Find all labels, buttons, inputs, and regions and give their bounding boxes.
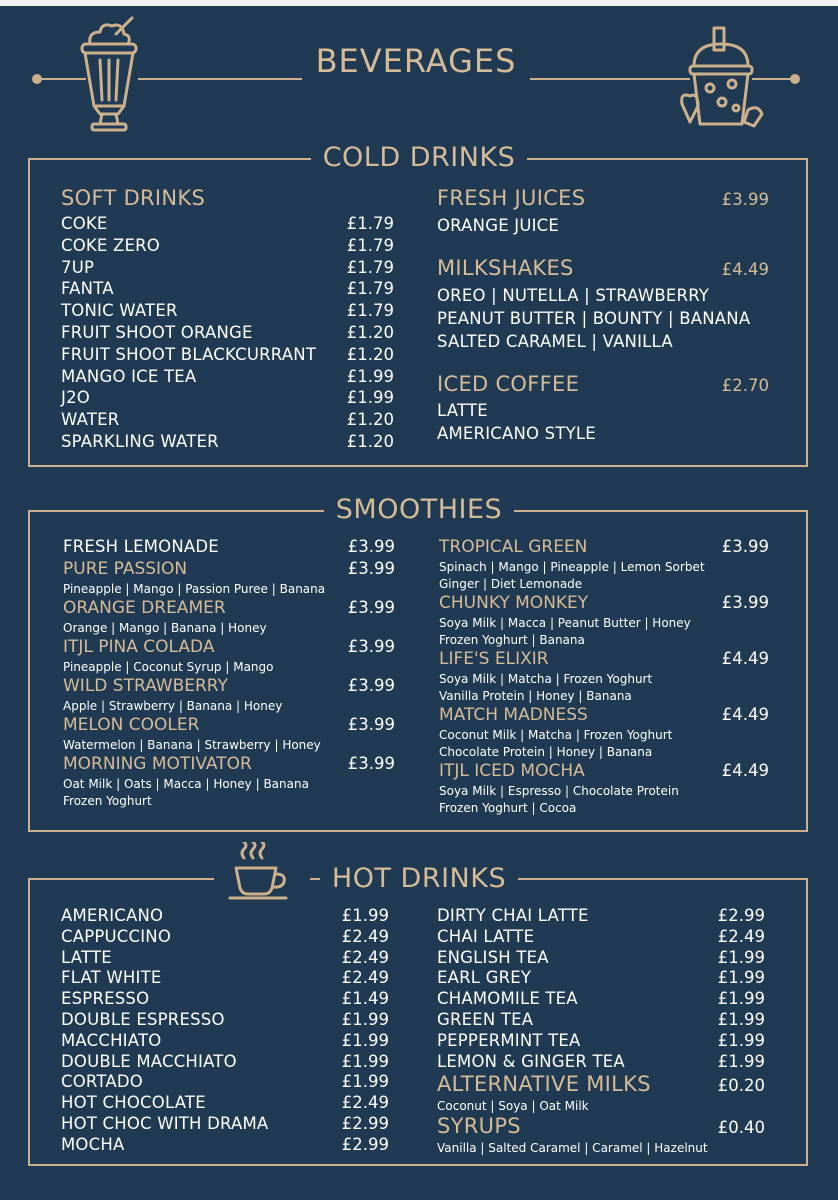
divider-line	[530, 78, 690, 80]
menu-item	[61, 968, 389, 987]
iced-coffee-label: ICED COFFEE	[437, 372, 580, 396]
menu-item-price: £1.20	[346, 410, 394, 430]
smoothie-ingredients: Soya Milk | Macca | Peanut Butter | Honey	[439, 616, 691, 630]
milkshakes-price: £4.49	[721, 260, 769, 279]
smoothie-ingredients: Soya Milk | Matcha | Frozen Yoghurt	[439, 672, 653, 686]
divider-line	[138, 78, 302, 80]
page-title: BEVERAGES	[315, 42, 517, 80]
menu-item-price: £1.99	[341, 1051, 389, 1071]
menu-item-price: £1.20	[346, 432, 394, 451]
menu-item-name: DIRTY CHAI LATTE	[437, 906, 589, 925]
menu-item	[61, 432, 394, 451]
milkshake-icon	[76, 14, 142, 132]
menu-item-name: AMERICANO	[61, 906, 164, 925]
list-item: AMERICANO STYLE	[437, 424, 596, 443]
menu-item-name: ORANGE DREAMER	[63, 598, 226, 618]
menu-item-name: FANTA	[61, 279, 114, 299]
menu-item-price: £3.99	[347, 637, 395, 656]
alternative-milks-label: ALTERNATIVE MILKS	[437, 1072, 651, 1096]
list-item: ORANGE JUICE	[437, 216, 560, 235]
menu-item-price: £3.99	[721, 537, 769, 556]
menu-item-price: £3.99	[347, 537, 395, 556]
menu-item	[63, 559, 395, 579]
alternative-milks-price: £0.20	[717, 1076, 765, 1095]
menu-item-name: GREEN TEA	[437, 1010, 534, 1029]
divider-dot	[790, 74, 800, 84]
list-item: PEANUT BUTTER | BOUNTY | BANANA	[437, 309, 751, 328]
menu-item	[63, 754, 395, 774]
smoothie-ingredients: Coconut Milk | Matcha | Frozen Yoghurt	[439, 728, 673, 742]
bubble-tea-icon	[676, 26, 766, 130]
menu-item-name: TONIC WATER	[61, 301, 178, 321]
smoothie-ingredients: Pineapple | Mango | Passion Puree | Banana	[63, 582, 326, 596]
smoothie-ingredients: Soya Milk | Espresso | Chocolate Protein	[439, 784, 679, 798]
smoothie-ingredients: Vanilla Protein | Honey | Banana	[439, 689, 632, 703]
menu-item-price: £1.49	[341, 989, 389, 1009]
menu-item-price: £1.99	[717, 947, 765, 967]
syrups-label: SYRUPS	[437, 1114, 521, 1138]
menu-item-name: COKE ZERO	[61, 235, 160, 255]
smoothie-ingredients: Oat Milk | Oats | Macca | Honey | Banana	[63, 777, 309, 791]
menu-item-price: £3.99	[347, 754, 395, 773]
menu-item-name: TROPICAL GREEN	[439, 537, 588, 557]
menu-item-name: MOCHA	[61, 1134, 125, 1154]
menu-item-name: FLAT WHITE	[61, 968, 162, 988]
menu-item-price: £3.99	[347, 559, 395, 578]
menu-item-price: £2.49	[341, 926, 389, 946]
menu-item-price: £1.99	[717, 1010, 765, 1029]
fresh-juices-label: FRESH JUICES	[437, 186, 586, 210]
menu-item-name: CHAI LATTE	[437, 926, 535, 946]
menu-item-name: ITJL ICED MOCHA	[439, 761, 585, 781]
menu-item-price: £3.99	[347, 715, 395, 734]
menu-item-name: SPARKLING WATER	[61, 432, 219, 451]
menu-item-price: £2.99	[341, 1114, 389, 1133]
menu-item-price: £1.99	[717, 1030, 765, 1050]
menu-item-name: LIFE'S ELIXIR	[439, 649, 549, 669]
menu-item-name: COKE	[61, 214, 108, 233]
menu-item-price: £2.99	[341, 1134, 389, 1154]
smoothie-ingredients: Watermelon | Banana | Strawberry | Honey	[63, 738, 321, 752]
menu-item	[439, 537, 769, 557]
menu-item-name: J2O	[61, 388, 90, 408]
menu-item	[437, 1031, 765, 1050]
list-item: LATTE	[437, 401, 488, 420]
menu-item	[61, 323, 394, 342]
menu-item-price: £2.49	[341, 968, 389, 988]
menu-item-name: PURE PASSION	[63, 559, 188, 579]
iced-coffee-price: £2.70	[721, 376, 769, 395]
menu-item	[61, 989, 389, 1008]
menu-item-price: £1.99	[341, 906, 389, 925]
menu-item-price: £2.49	[341, 1093, 389, 1113]
menu-item	[63, 537, 395, 556]
menu-item	[63, 676, 395, 696]
menu-item	[61, 367, 394, 386]
menu-item-name: MANGO ICE TEA	[61, 366, 197, 386]
menu-item-name: LATTE	[61, 947, 112, 967]
fresh-juices-heading	[437, 186, 769, 210]
smoothie-ingredients: Frozen Yoghurt	[63, 794, 152, 808]
smoothie-ingredients: Frozen Yoghurt | Banana	[439, 633, 585, 647]
syrups-price: £0.40	[717, 1118, 765, 1137]
menu-item	[61, 279, 394, 298]
menu-item-name: ENGLISH TEA	[437, 947, 549, 967]
menu-item	[61, 1052, 389, 1071]
menu-item	[439, 649, 769, 669]
menu-item-name: EARL GREY	[437, 968, 532, 988]
menu-item-price: £1.99	[341, 1072, 389, 1092]
menu-item-price: £1.79	[346, 235, 394, 255]
menu-item-price: £2.99	[717, 906, 765, 925]
menu-item-price: £4.49	[721, 705, 769, 724]
menu-item	[61, 214, 394, 233]
menu-item-price: £1.79	[346, 257, 394, 277]
menu-item	[61, 410, 394, 429]
menu-item-price: £1.99	[717, 968, 765, 988]
menu-item	[439, 761, 769, 781]
menu-item-price: £4.49	[721, 761, 769, 780]
menu-item-name: ESPRESSO	[61, 989, 150, 1009]
menu-item-name: DOUBLE ESPRESSO	[61, 1010, 225, 1029]
alternative-milks-heading	[437, 1072, 765, 1096]
menu-item-price: £1.79	[346, 301, 394, 321]
menu-item-price: £3.99	[347, 598, 395, 617]
menu-item	[437, 1052, 765, 1071]
menu-item-price: £1.99	[341, 1030, 389, 1050]
alternative-milks-options: Coconut | Soya | Oat Milk	[437, 1099, 589, 1113]
menu-item-name: HOT CHOC WITH DRAMA	[61, 1114, 269, 1133]
menu-item-name: HOT CHOCOLATE	[61, 1093, 206, 1113]
menu-item-name: CORTADO	[61, 1072, 143, 1092]
smoothie-ingredients: Ginger | Diet Lemonade	[439, 577, 583, 591]
menu-item	[61, 927, 389, 946]
menu-item-price: £1.79	[346, 214, 394, 233]
menu-item	[61, 948, 389, 967]
menu-item-price: £1.20	[346, 344, 394, 364]
menu-item-price: £3.99	[721, 593, 769, 612]
menu-item	[63, 598, 395, 618]
menu-item	[61, 345, 394, 364]
menu-item	[437, 927, 765, 946]
menu-item-price: £1.20	[346, 323, 394, 342]
menu-item	[439, 705, 769, 725]
milkshakes-heading	[437, 256, 769, 280]
menu-item-price: £2.49	[341, 947, 389, 967]
menu-item-price: £1.79	[346, 279, 394, 299]
cold-drinks-title: COLD DRINKS	[0, 142, 838, 173]
menu-item	[61, 1072, 389, 1091]
menu-item-price: £1.99	[346, 388, 394, 408]
menu-item	[63, 715, 395, 735]
syrups-heading	[437, 1114, 765, 1138]
menu-item-name: MORNING MOTIVATOR	[63, 754, 252, 774]
menu-item-name: MELON COOLER	[63, 715, 200, 735]
menu-item-name: FRUIT SHOOT ORANGE	[61, 323, 253, 342]
menu-item-name: LEMON & GINGER TEA	[437, 1051, 625, 1071]
menu-item	[437, 989, 765, 1008]
menu-item-price: £1.99	[717, 1051, 765, 1071]
menu-item	[61, 301, 394, 320]
menu-item-name: CAPPUCCINO	[61, 926, 172, 946]
smoothie-ingredients: Pineapple | Coconut Syrup | Mango	[63, 660, 274, 674]
menu-item-name: FRESH LEMONADE	[63, 537, 219, 556]
list-item: SALTED CARAMEL | VANILLA	[437, 332, 673, 351]
menu-item-name: WATER	[61, 410, 120, 430]
smoothies-title: SMOOTHIES	[0, 494, 838, 525]
menu-item-price: £4.49	[721, 649, 769, 668]
menu-item	[61, 1114, 389, 1133]
smoothie-ingredients: Orange | Mango | Banana | Honey	[63, 621, 267, 635]
list-item: OREO | NUTELLA | STRAWBERRY	[437, 286, 710, 305]
menu-item	[61, 1010, 389, 1029]
menu-item-name: MATCH MADNESS	[439, 705, 588, 725]
smoothie-ingredients: Frozen Yoghurt | Cocoa	[439, 801, 577, 815]
milkshakes-label: MILKSHAKES	[437, 256, 574, 280]
menu-item-price: £3.99	[347, 676, 395, 695]
top-strip	[0, 0, 838, 6]
smoothie-ingredients: Spinach | Mango | Pineapple | Lemon Sorbet	[439, 560, 705, 574]
smoothie-ingredients: Apple | Strawberry | Banana | Honey	[63, 699, 283, 713]
menu-item	[437, 968, 765, 987]
menu-item	[61, 906, 389, 925]
menu-item-name: MACCHIATO	[61, 1030, 162, 1050]
menu-item-price: £2.49	[717, 926, 765, 946]
iced-coffee-heading	[437, 372, 769, 396]
menu-item-name: PEPPERMINT TEA	[437, 1030, 581, 1050]
smoothie-ingredients: Chocolate Protein | Honey | Banana	[439, 745, 653, 759]
menu-item	[437, 906, 765, 925]
menu-item	[437, 1010, 765, 1029]
soft-drinks-heading: SOFT DRINKS	[61, 186, 206, 210]
menu-item	[61, 1031, 389, 1050]
menu-item-name: FRUIT SHOOT BLACKCURRANT	[61, 344, 317, 364]
menu-item	[61, 1135, 389, 1154]
fresh-juices-price: £3.99	[721, 190, 769, 209]
menu-item	[63, 637, 395, 657]
menu-item-name: WILD STRAWBERRY	[63, 676, 228, 696]
menu-item-name: CHAMOMILE TEA	[437, 989, 578, 1009]
menu-item	[61, 236, 394, 255]
menu-item	[61, 258, 394, 277]
menu-item	[437, 948, 765, 967]
menu-item-name: ITJL PINA COLADA	[63, 637, 215, 657]
menu-item	[61, 1093, 389, 1112]
menu-item-name: CHUNKY MONKEY	[439, 593, 589, 613]
syrups-options: Vanilla | Salted Caramel | Caramel | Hazelnut	[437, 1141, 708, 1155]
menu-item-price: £1.99	[341, 1010, 389, 1029]
menu-item-price: £1.99	[717, 989, 765, 1009]
menu-item-price: £1.99	[346, 366, 394, 386]
hot-drinks-title: HOT DRINKS	[0, 863, 838, 894]
menu-item-name: DOUBLE MACCHIATO	[61, 1051, 237, 1071]
menu-item-name: 7UP	[61, 257, 95, 277]
menu-item	[61, 388, 394, 407]
menu-item	[439, 593, 769, 613]
